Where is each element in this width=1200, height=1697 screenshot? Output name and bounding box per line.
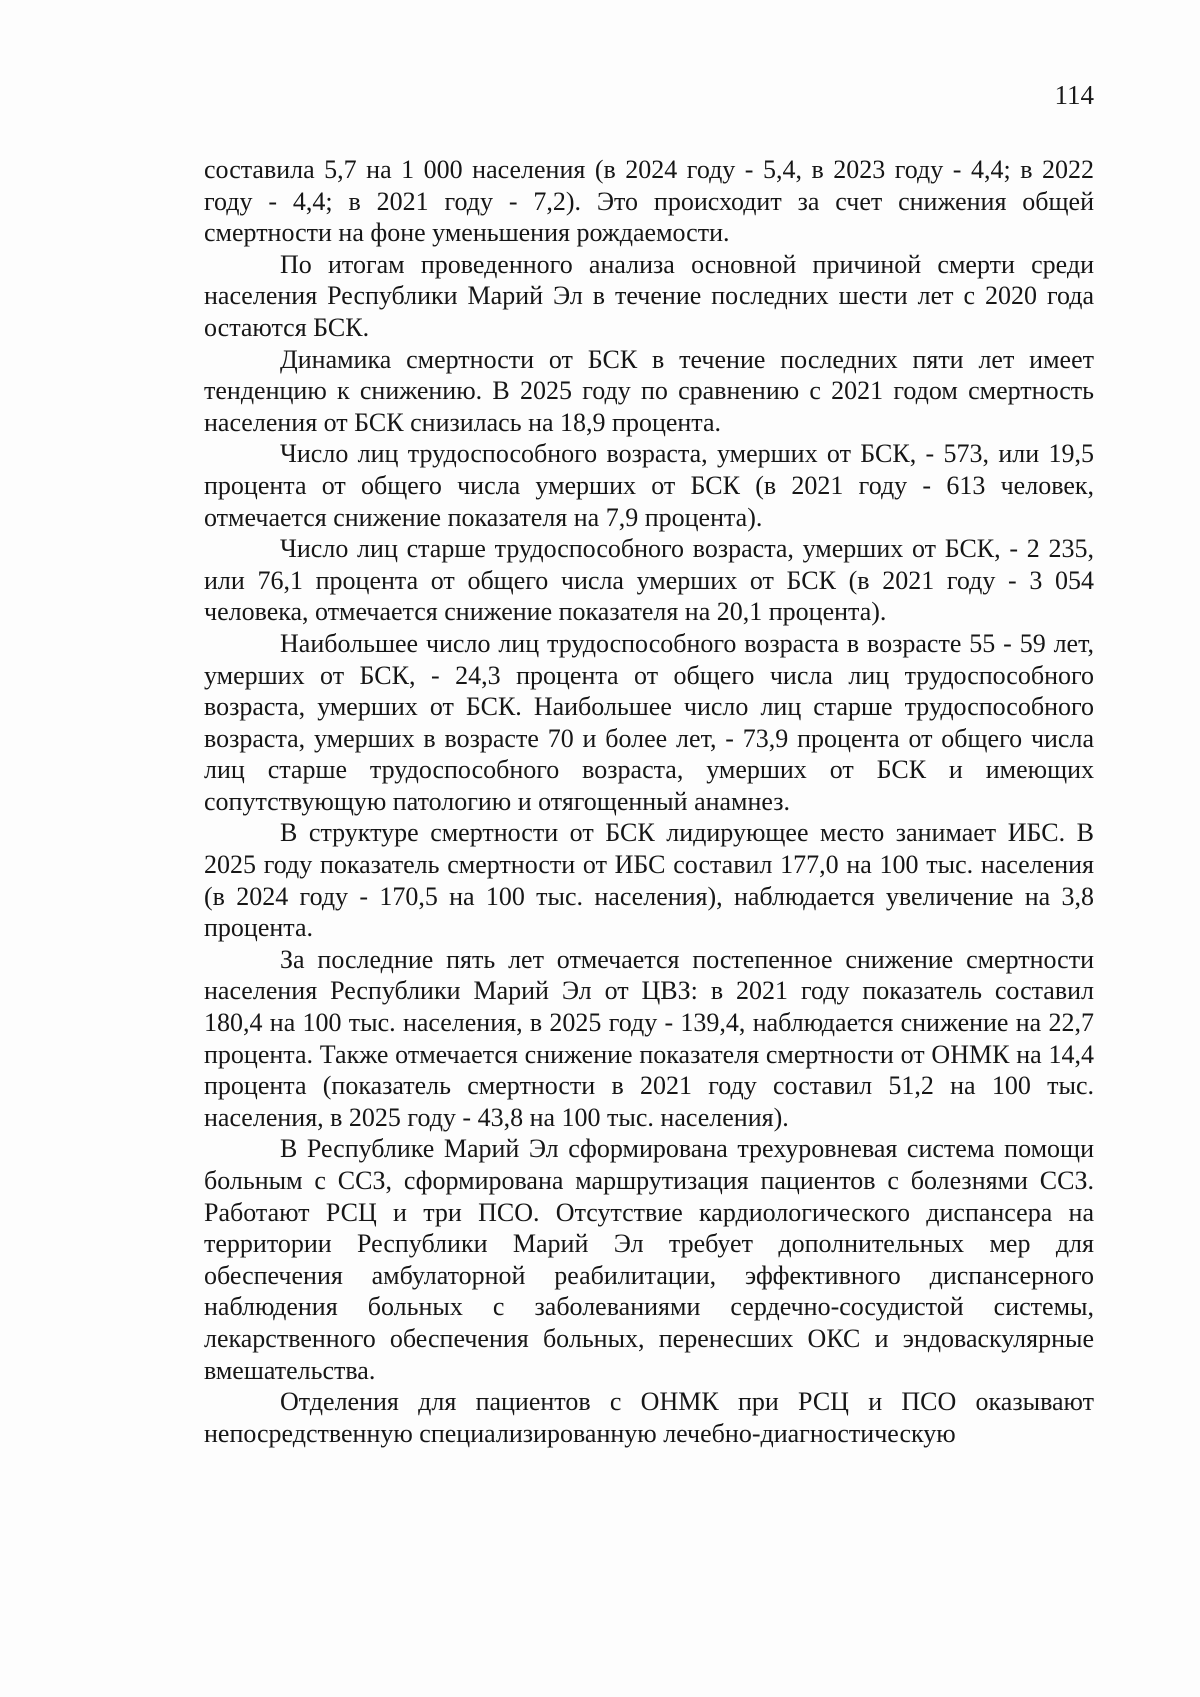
paragraph-2: По итогам проведенного анализа основной причиной смерти среди населения Республики Марий Эл в течение последних шести лет с 2020 года остаются БСК.	[204, 249, 1094, 342]
page-number: 114	[1054, 80, 1094, 110]
paragraph-10: Отделения для пациентов с ОНМК при РСЦ и ПСО оказывают непосредственную специализированную лечебно-диагностическую	[204, 1387, 1094, 1448]
paragraph-7: В структуре смертности от БСК лидирующее место занимает ИБС. В 2025 году показатель смертности от ИБС составил 177,0 на 100 тыс. населения (в 2024 году - 170,5 на 100 тыс. населения), наблюдается увеличение на 3,8 процента.	[204, 818, 1094, 943]
paragraph-1: составила 5,7 на 1 000 населения (в 2024 году - 5,4, в 2023 году - 4,4; в 2022 году - 4,4; в 2021 году - 7,2). Это происходит за счет снижения общей смертности на фоне уменьшения рождаемости.	[204, 155, 1094, 248]
paragraph-6: Наибольшее число лиц трудоспособного возраста в возрасте 55 - 59 лет, умерших от БСК, - 24,3 процента от общего числа лиц трудоспособного возраста, умерших от БСК. Наибольшее число лиц старше трудоспособного возраста, умерших в возрасте 70 и более лет, - 73,9 процента от общего числа лиц старше трудоспособного возраста, умерших от БСК и имеющих сопутствующую патологию и отягощенный анамнез.	[204, 628, 1094, 816]
paragraph-4: Число лиц трудоспособного возраста, умерших от БСК, - 573, или 19,5 процента от общего числа умерших от БСК (в 2021 году - 613 человек, отмечается снижение показателя на 7,9 процента).	[204, 439, 1094, 532]
paragraph-5: Число лиц старше трудоспособного возраста, умерших от БСК, - 2 235, или 76,1 процента от общего числа умерших от БСК (в 2021 году - 3 054 человека, отмечается снижение показателя на 20,1 процента).	[204, 534, 1094, 627]
paragraph-3: Динамика смертности от БСК в течение последних пяти лет имеет тенденцию к снижению. В 2025 году по сравнению с 2021 годом смертность населения от БСК снизилась на 18,9 процента.	[204, 344, 1094, 437]
paragraph-8: За последние пять лет отмечается постепенное снижение смертности населения Республики Марий Эл от ЦВЗ: в 2021 году показатель составил 180,4 на 100 тыс. населения, в 2025 году - 139,4, наблюдается снижение на 22,7 процента. Также отмечается снижение показателя смертности от ОНМК на 14,4 процента (показатель смертности в 2021 году составил 51,2 на 100 тыс. населения, в 2025 году - 43,8 на 100 тыс. населения).	[204, 944, 1094, 1132]
paragraph-9: В Республике Марий Эл сформирована трехуровневая система помощи больным с ССЗ, сформирована маршрутизация пациентов с болезнями ССЗ. Работают РСЦ и три ПСО. Отсутствие кардиологического диспансера на территории Республики Марий Эл требует дополнительных мер для обеспечения амбулаторной реабилитации, эффективного диспансерного наблюдения больных с заболеваниями сердечно-сосудистой системы, лекарственного обеспечения больных, перенесших ОКС и эндоваскулярные вмешательства.	[204, 1134, 1094, 1385]
document-body	[204, 154, 1094, 1449]
